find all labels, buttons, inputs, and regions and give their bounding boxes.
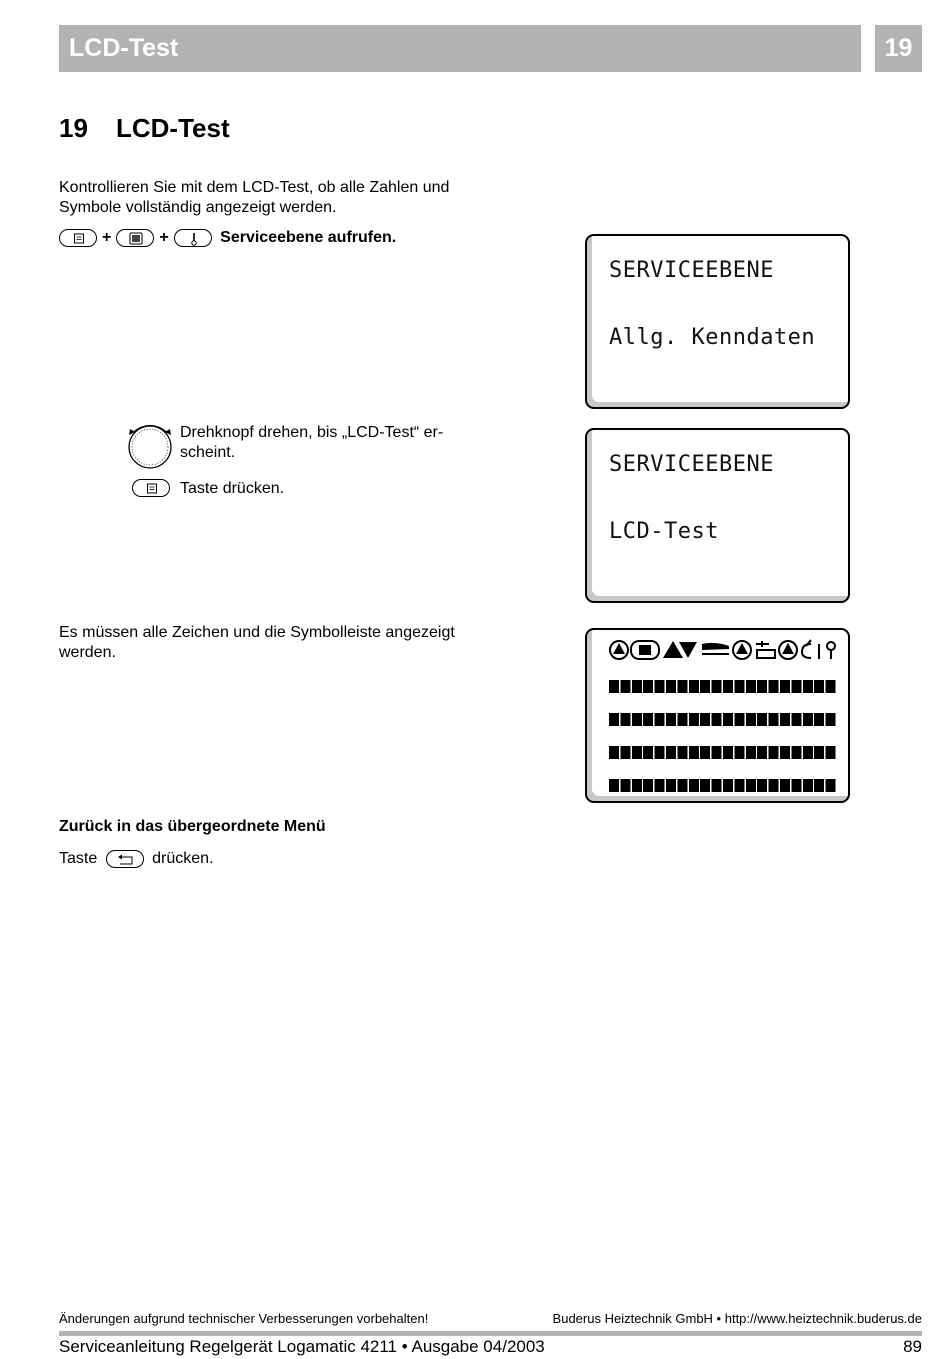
page-number: 89	[903, 1337, 922, 1356]
section-number: 19	[59, 113, 88, 143]
knob-instruction: Drehknopf drehen, bis „LCD-Test“ er- scheint.	[180, 424, 444, 461]
intro-paragraph: Kontrollieren Sie mit dem LCD-Test, ob alle Zahlen und Symbole vollständig angezeigt werden.	[59, 179, 450, 216]
key-press-instruction: Taste drücken.	[180, 480, 285, 497]
back-instruction	[59, 849, 214, 869]
lcd-block-row	[609, 746, 837, 759]
symbol-check-paragraph: Es müssen alle Zeichen und die Symbolleiste angezeigt werden.	[59, 624, 455, 661]
header-title: LCD-Test	[69, 34, 179, 62]
lcd-line-2: Allg. Kenndaten	[609, 325, 816, 350]
chapter-number: 19	[875, 25, 922, 72]
display-key-icon	[116, 229, 154, 247]
lcd-block-row	[609, 713, 837, 726]
lcd-symbol-bar-icon	[607, 638, 839, 662]
back-heading: Zurück in das übergeordnete Menü	[59, 818, 326, 835]
lcd-line-1: SERVICEEBENE	[609, 452, 774, 477]
menu-key-icon	[59, 229, 97, 247]
footer-notice: Änderungen aufgrund technischer Verbesserungen vorbehalten!	[59, 1311, 429, 1326]
footer-doc-title: Serviceanleitung Regelgerät Logamatic 4211 • Ausgabe 04/2003	[59, 1337, 545, 1356]
lcd-block-row	[609, 680, 837, 693]
plus-sign: +	[159, 229, 169, 246]
back-text-after: drücken.	[152, 850, 214, 867]
lcd-display-service-general	[585, 234, 850, 409]
menu-key-icon	[132, 479, 170, 497]
lcd-block-row	[609, 779, 837, 792]
footer-company: Buderus Heiztechnik GmbH • http://www.heiztechnik.buderus.de	[552, 1311, 922, 1326]
footer-rule	[59, 1331, 922, 1336]
step-service-level	[59, 228, 396, 248]
lcd-display-service-lcd-test	[585, 428, 850, 603]
lcd-line-1: SERVICEEBENE	[609, 258, 774, 283]
thermometer-key-icon	[174, 229, 212, 247]
step-service-text: Serviceebene aufrufen.	[220, 229, 397, 246]
lcd-line-2: LCD-Test	[609, 519, 719, 544]
back-key-icon	[106, 850, 144, 868]
header-bar	[59, 25, 861, 72]
back-text-before: Taste	[59, 850, 98, 867]
section-title: LCD-Test	[116, 113, 230, 143]
rotary-knob-icon	[126, 420, 174, 468]
lcd-display-full-test	[585, 628, 850, 803]
plus-sign: +	[102, 229, 112, 246]
section-heading	[59, 113, 230, 144]
